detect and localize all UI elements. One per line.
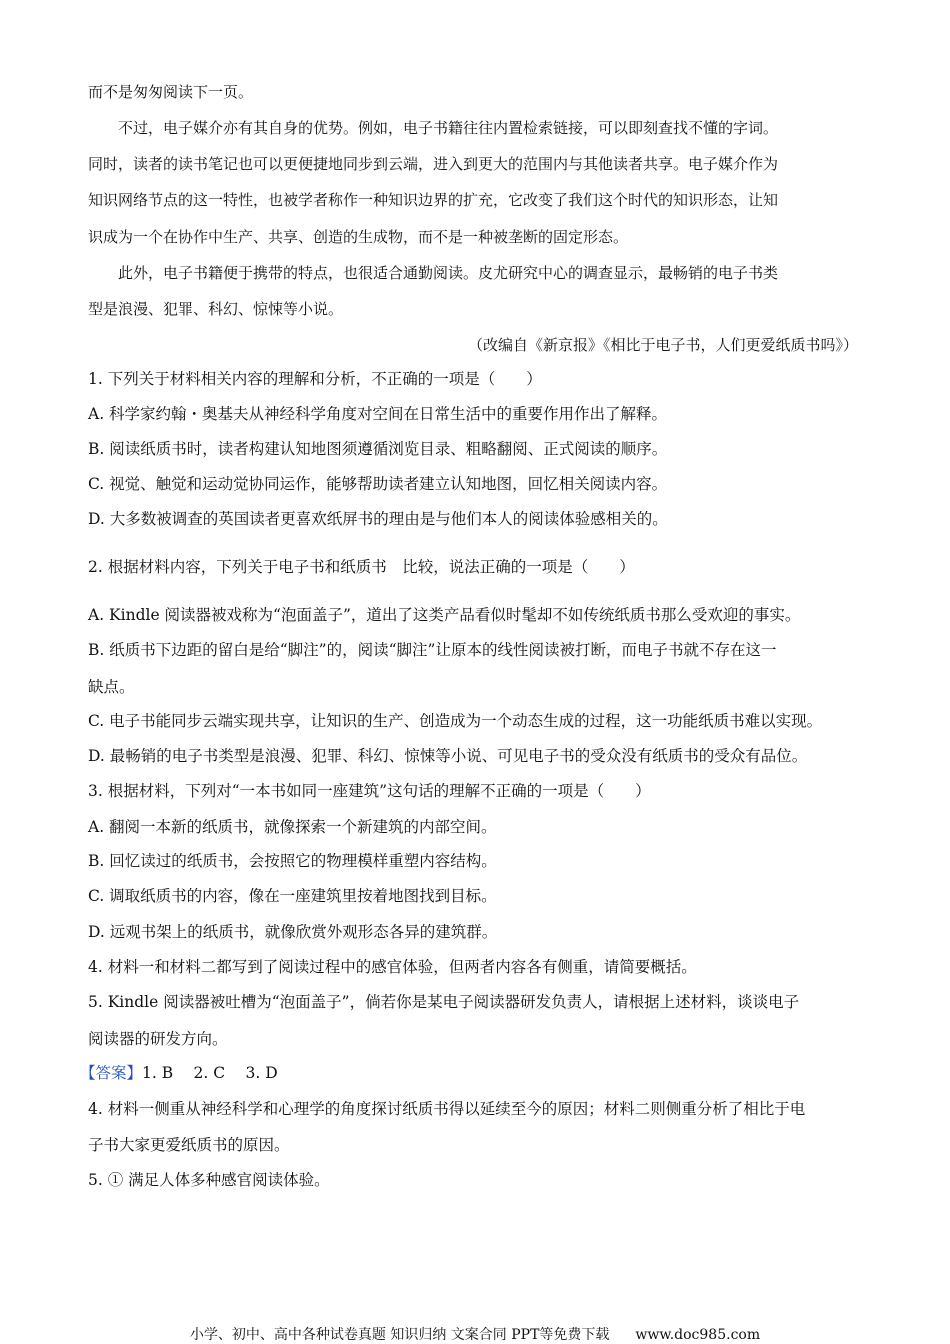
question-1-option-d: D. 大多数被调查的英国读者更喜欢纸屏书的理由是与他们本人的阅读体验感相关的。 xyxy=(88,510,668,528)
question-2-option-b: B. 纸质书下边距的留白是给“脚注”的，阅读“脚注”让原本的线性阅读被打断，而电子书就不存在这一 xyxy=(88,641,777,659)
question-2-option-c: C. 电子书能同步云端实现共享，让知识的生产、创造成为一个动态生成的过程，这一功能纸质书难以实现。 xyxy=(88,712,823,730)
footer-text: 小学、初中、高中各种试卷真题 知识归纳 文案合同 PPT等免费下载 xyxy=(189,1327,610,1343)
passage-line: 型是浪漫、犯罪、科幻、惊悚等小说。 xyxy=(88,300,344,318)
answer-tag: 【答案】 xyxy=(80,1064,143,1082)
passage-line: 同时，读者的读书笔记也可以更便捷地同步到云端，进入到更大的范围内与其他读者共享。电子媒介作为 xyxy=(88,155,779,173)
question-3-option-d: D. 远观书架上的纸质书，就像欣赏外观形态各异的建筑群。 xyxy=(88,923,498,941)
question-4-stem: 4. 材料一和材料二都写到了阅读过程中的感官体验，但两者内容各有侧重，请简要概括。 xyxy=(88,958,697,976)
passage-line: 而不是匆匆阅读下一页。 xyxy=(88,83,254,101)
answer-4-line: 4. 材料一侧重从神经科学和心理学的角度探讨纸质书得以延续至今的原因；材料二则侧重分析了相比于电 xyxy=(88,1100,806,1118)
question-3-option-c: C. 调取纸质书的内容，像在一座建筑里按着地图找到目标。 xyxy=(88,887,497,905)
question-5-stem-cont: 阅读器的研发方向。 xyxy=(88,1030,228,1048)
question-1-option-b: B. 阅读纸质书时，读者构建认知地图须遵循浏览目录、粗略翻阅、正式阅读的顺序。 xyxy=(88,440,668,458)
passage-source: （改编自《新京报》《相比于电子书，人们更爱纸质书吗》） xyxy=(467,336,858,354)
footer-url[interactable]: www.doc985.com xyxy=(635,1327,761,1343)
answer-line xyxy=(80,1063,278,1083)
passage-line: 识成为一个在协作中生产、共享、创造的生成物，而不是一种被垄断的固定形态。 xyxy=(88,228,629,246)
passage-line: 不过，电子媒介亦有其自身的优势。例如，电子书籍往往内置检索链接，可以即刻查找不懂的字词。 xyxy=(118,119,779,137)
question-2-stem: 2. 根据材料内容，下列关于电子书和纸质书 比较，说法正确的一项是（ ） xyxy=(88,558,635,576)
question-1-option-c: C. 视觉、触觉和运动觉协同运作，能够帮助读者建立认知地图，回忆相关阅读内容。 xyxy=(88,475,668,493)
answer-5-line: 5. ① 满足人体多种感官阅读体验。 xyxy=(88,1171,330,1189)
question-2-option-d: D. 最畅销的电子书类型是浪漫、犯罪、科幻、惊悚等小说、可见电子书的受众没有纸质书的受众有品位。 xyxy=(88,747,808,765)
passage-line: 知识网络节点的这一特性，也被学者称作一种知识边界的扩充，它改变了我们这个时代的知识形态，让知 xyxy=(88,191,779,209)
question-3-stem: 3. 根据材料，下列对“一本书如同一座建筑”这句话的理解不正确的一项是（ ） xyxy=(88,782,651,800)
passage-line: 此外，电子书籍便于携带的特点，也很适合通勤阅读。皮尤研究中心的调查显示，最畅销的电子书类 xyxy=(118,264,779,282)
answer-4-line-cont: 子书大家更爱纸质书的原因。 xyxy=(88,1136,290,1154)
page-footer xyxy=(0,1324,950,1344)
question-1-stem: 1. 下列关于材料相关内容的理解和分析，不正确的一项是（ ） xyxy=(88,370,542,388)
answer-choices: 1. B 2. C 3. D xyxy=(142,1064,278,1082)
question-2-option-b-cont: 缺点。 xyxy=(88,678,135,696)
question-3-option-a: A. 翻阅一本新的纸质书，就像探索一个新建筑的内部空间。 xyxy=(88,818,497,836)
question-5-stem: 5. Kindle 阅读器被吐槽为“泡面盖子”，倘若你是某电子阅读器研发负责人，请根据上述材料，谈谈电子 xyxy=(88,993,800,1011)
question-1-option-a: A. 科学家约翰・奥基夫从神经科学角度对空间在日常生活中的重要作用作出了解释。 xyxy=(88,405,668,423)
question-3-option-b: B. 回忆读过的纸质书，会按照它的物理模样重塑内容结构。 xyxy=(88,852,497,870)
question-2-option-a: A. Kindle 阅读器被戏称为“泡面盖子”，道出了这类产品看似时髦却不如传统纸质书那么受欢迎的事实。 xyxy=(88,606,801,624)
